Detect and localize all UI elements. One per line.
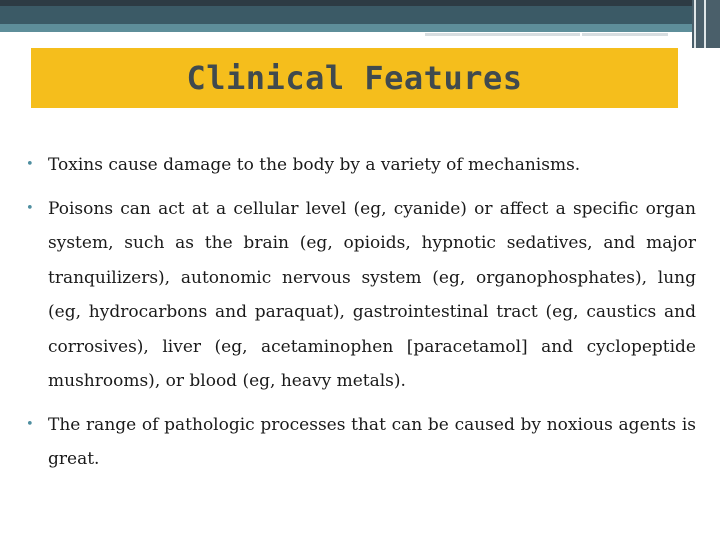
header-corner-stripe xyxy=(704,0,706,48)
bullet-text: Toxins cause damage to the body by a variety of mechanisms. xyxy=(48,155,581,175)
bullet-icon: • xyxy=(26,200,34,216)
header-corner-block xyxy=(692,0,720,48)
bullet-text: Poisons can act at a cellular level (eg, cyanide) or affect a specific organ system, such as the brain (eg, opioids, hypnotic sedatives, and major tranquilizers), autonomic nervous system (eg, organophosphates), lung (eg, hydrocarbons and paraquat), gastrointestinal tract (eg, caustics and corrosives), liver (eg, acetaminophen [paracetamol] and cyclopeptide mushrooms), or blood (eg, heavy metals). xyxy=(48,198,696,391)
title-banner xyxy=(31,48,678,108)
header-light-bar xyxy=(425,33,580,36)
bullet-item xyxy=(26,192,696,399)
slide-title: Clinical Features xyxy=(186,59,523,97)
bullet-icon: • xyxy=(26,157,34,172)
header-accent-line xyxy=(0,24,720,32)
header-light-bar xyxy=(582,33,668,36)
header-corner-stripe xyxy=(694,0,696,48)
bullet-list xyxy=(26,148,696,486)
bullet-icon: • xyxy=(26,416,34,432)
bullet-item xyxy=(26,148,696,183)
header-band-top xyxy=(0,0,720,6)
bullet-item xyxy=(26,408,696,477)
bullet-text: The range of pathologic processes that can be caused by noxious agents is great. xyxy=(48,414,696,469)
